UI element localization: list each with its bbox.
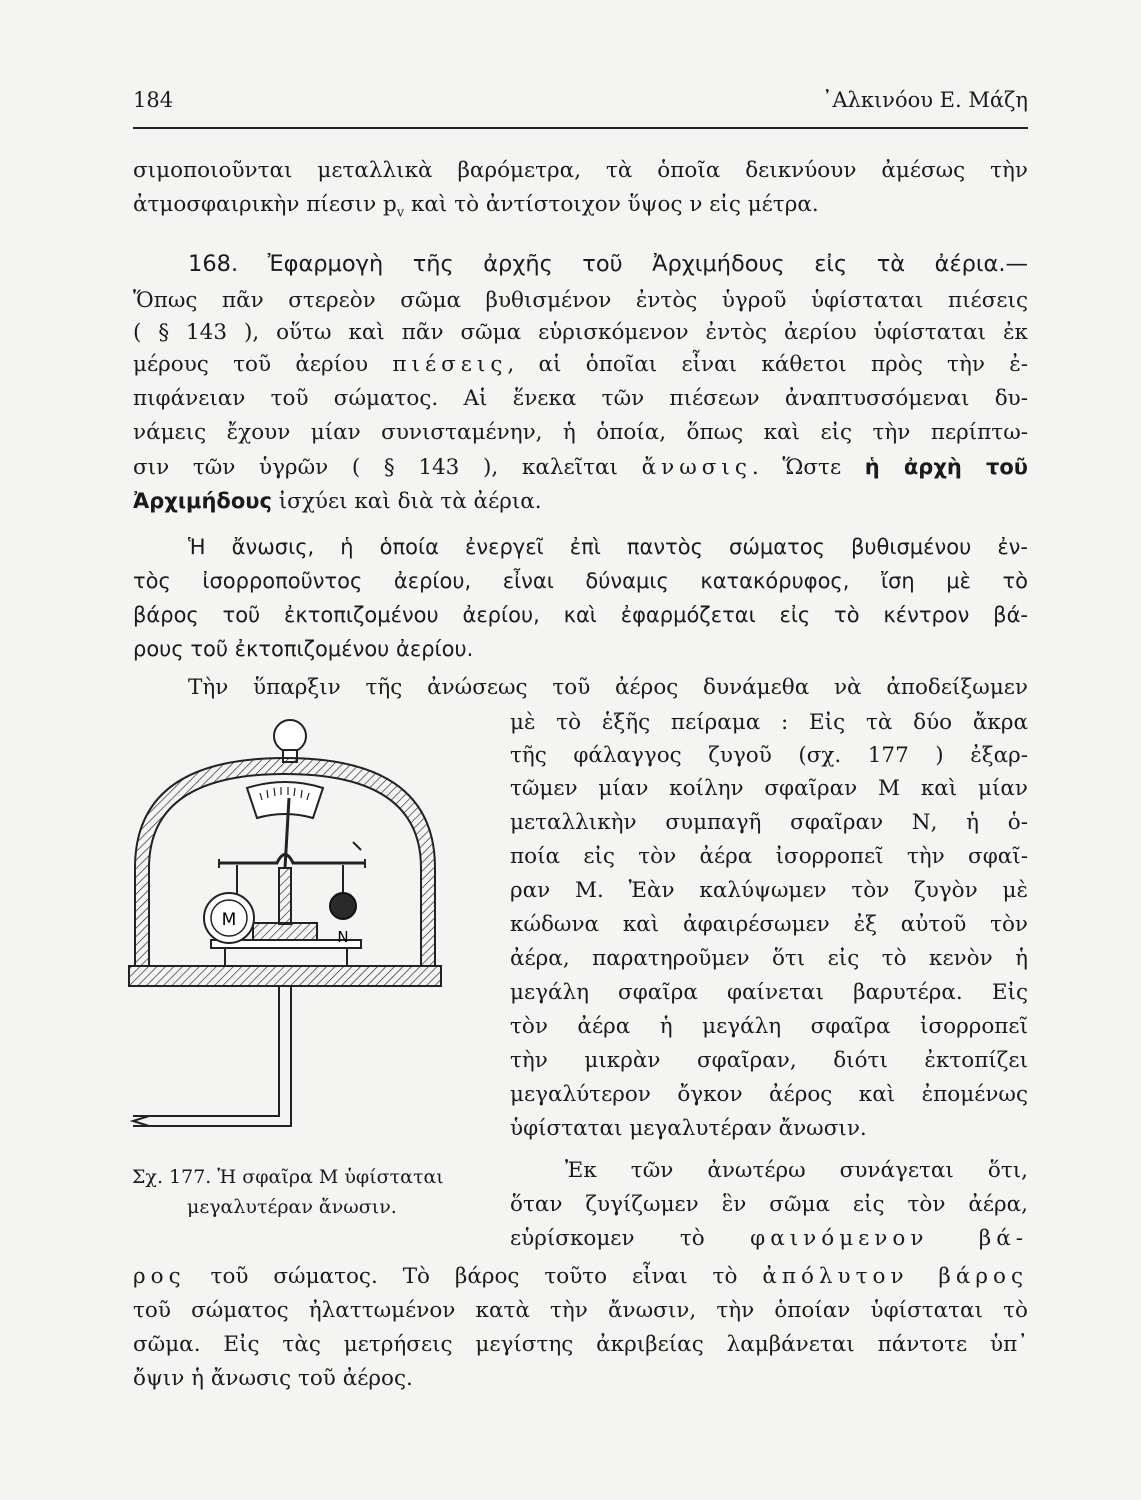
spaced-term-ros: ρος xyxy=(133,1264,186,1289)
header-rule xyxy=(133,127,1028,129)
text-line: τῆς φάλαγγος ζυγοῦ (σχ. 177 ) ἐξαρ- xyxy=(510,743,1028,768)
spaced-term-apolyton: ἀπόλυτον βάρος xyxy=(762,1264,1028,1289)
text-line: ὄψιν ἡ ἄνωσις τοῦ ἀέρος. xyxy=(133,1366,413,1391)
text-line: ( § 143 ), οὕτω καὶ πᾶν σῶμα εὑρισκόμενον ἐντὸς ἀερίου ὑφίσταται ἐκ xyxy=(133,320,1028,345)
text-line: ἀέρα, παρατηροῦμεν ὅτι εἰς τὸ κενὸν ἡ xyxy=(510,946,1028,971)
text-line: τῶμεν μίαν κοίλην σφαῖραν Μ καὶ μίαν xyxy=(510,776,1028,801)
base-plate xyxy=(129,966,441,986)
text-line: τὸς ἰσορροποῦντος ἀερίου, εἶναι δύναμις κατακόρυφος, ἴση μὲ τὸ xyxy=(133,569,1028,593)
text-line: μὲ τὸ ἑξῆς πείραμα : Εἰς τὰ δύο ἄκρα xyxy=(510,710,1028,735)
text-line: βάρος τοῦ ἐκτοπιζομένου ἀερίου, καὶ ἐφαρμόζεται εἰς τὸ κέντρον βά- xyxy=(133,603,1028,627)
text-line: μεγάλη σφαῖρα φαίνεται βαρυτέρα. Εἰς xyxy=(510,980,1028,1005)
text-line: τοῦ σώματος ἠλαττωμένον κατὰ τὴν ἄνωσιν, τὴν ὁποίαν ὑφίσταται τὸ xyxy=(133,1298,1028,1323)
text-line: ὅταν ζυγίζωμεν ἓν σῶμα εἰς τὸν ἀέρα, xyxy=(510,1192,1028,1217)
pipe xyxy=(133,986,279,1116)
text-line xyxy=(133,350,1028,380)
text-line: τὸν ἀέρα ἡ μεγάλη σφαῖρα ἰσορροπεῖ xyxy=(510,1014,1028,1039)
balance-scale xyxy=(247,782,323,818)
text-run: σιν τῶν ὑγρῶν ( § 143 ), καλεῖται xyxy=(133,455,618,480)
text-line: σῶμα. Εἰς τὰς μετρήσεις μεγίστης ἀκριβείας λαμβάνεται πάντοτε ὑπ᾿ xyxy=(133,1332,1028,1357)
text-line: σιμοποιοῦνται μεταλλικὰ βαρόμετρα, τὰ ὁποῖα δεικνύουν ἀμέσως τὴν xyxy=(133,158,1028,183)
balance-column xyxy=(279,868,291,924)
text-line: πιφάνειαν τοῦ σώματος. Αἱ ἕνεκα τῶν πιέσεων ἀναπτυσσόμεναι δυ- xyxy=(133,386,1028,411)
text-line: Ἐκ τῶν ἀνωτέρω συνάγεται ὅτι, xyxy=(565,1158,1028,1183)
section-heading: 168. Ἐφαρμογὴ τῆς ἀρχῆς τοῦ Ἀρχιμήδους εἰς τὰ ἀέρια.— xyxy=(188,251,1028,277)
label-m: M xyxy=(221,910,237,930)
page-header xyxy=(133,88,1028,122)
bell-knob xyxy=(274,720,306,752)
text-line: τὴν μικρὰν σφαῖραν, διότι ἐκτοπίζει xyxy=(510,1048,1028,1073)
text-line xyxy=(133,452,1028,483)
text-line: ρους τοῦ ἐκτοπιζομένου ἀερίου. xyxy=(133,637,474,661)
text-line: μεταλλικὴν συμπαγῆ σφαῖραν Ν, ἡ ὁ- xyxy=(510,810,1028,835)
text-line: ραν Μ. Ἐὰν καλύψωμεν τὸν ζυγὸν μὲ xyxy=(510,878,1028,903)
figure-bell-jar-balance xyxy=(125,718,445,1140)
text-line: ποία εἰς τὸν ἀέρα ἰσορροπεῖ τὴν σφαῖ- xyxy=(510,844,1028,869)
caption-line: Σχ. 177. Ἡ σφαῖρα Μ ὑφίσταται xyxy=(132,1166,444,1188)
bold-term-archimidous: Ἀρχιμήδους xyxy=(133,489,272,513)
balance-beam xyxy=(219,855,365,864)
text-line: ἀτμοσφαιρικὴν πίεσιν $p_v$ καὶ τὸ ἀντίστοιχον ὕψος ν εἰς μέτρα. xyxy=(133,192,819,221)
page-number: 184 xyxy=(133,88,174,112)
text-line: νάμεις ἔχουν μίαν συνισταμένην, ἡ ὁποία, ὅπως καὶ εἰς τὴν περίπτω- xyxy=(133,420,1028,445)
text-line xyxy=(133,486,1028,517)
text-line xyxy=(510,1224,1028,1254)
text-line: κώδωνα καὶ ἀφαιρέσωμεν ἐξ αὐτοῦ τὸν xyxy=(510,912,1028,937)
figure-caption xyxy=(132,1162,492,1222)
text-line: μεγαλύτερον ὄγκον ἀέρος καὶ ἐπομένως xyxy=(510,1082,1028,1107)
text-line: ὑφίσταται μεγαλυτέραν ἄνωσιν. xyxy=(510,1116,867,1141)
spaced-term-anosis: ἄνωσις xyxy=(641,455,752,480)
text-line: Τὴν ὕπαρξιν τῆς ἀνώσεως τοῦ ἀέρος δυνάμεθα νὰ ἀποδείξωμεν xyxy=(188,675,1028,700)
running-head: ᾿Αλκινόου Ε. Μάζη xyxy=(821,88,1028,112)
text-line xyxy=(133,1262,1028,1292)
text-run: . Ὥστε xyxy=(751,455,842,480)
label-n: N xyxy=(337,928,349,946)
text-run: ἰσχύει καὶ διὰ τὰ ἀέρια. xyxy=(278,489,542,514)
text-line: Ὅπως πᾶν στερεὸν σῶμα βυθισμένον ἐντὸς ὑγροῦ ὑφίσταται πιέσεις xyxy=(133,288,1028,313)
text-run: εὑρίσκομεν τὸ xyxy=(510,1226,705,1251)
sphere-n xyxy=(330,893,356,919)
spaced-term-pieseis: πιέσεις xyxy=(392,352,508,377)
text-run: τοῦ σώματος. Τὸ βάρος τοῦτο εἶναι τὸ xyxy=(210,1264,738,1289)
text-line: Ἡ ἄνωσις, ἡ ὁποία ἐνεργεῖ ἐπὶ παντὸς σώματος βυθισμένου ἐν- xyxy=(188,535,1028,559)
spaced-term-fainomenon: φαινόμενον βά- xyxy=(750,1226,1028,1251)
caption-line: μεγαλυτέραν ἄνωσιν. xyxy=(187,1196,397,1218)
text-run: , αἱ ὁποῖαι εἶναι κάθετοι πρὸς τὴν ἐ- xyxy=(507,352,1028,377)
bold-term-archi: ἡ ἀρχὴ τοῦ xyxy=(864,455,1028,479)
text-run: μέρους τοῦ ἀερίου xyxy=(133,352,369,377)
